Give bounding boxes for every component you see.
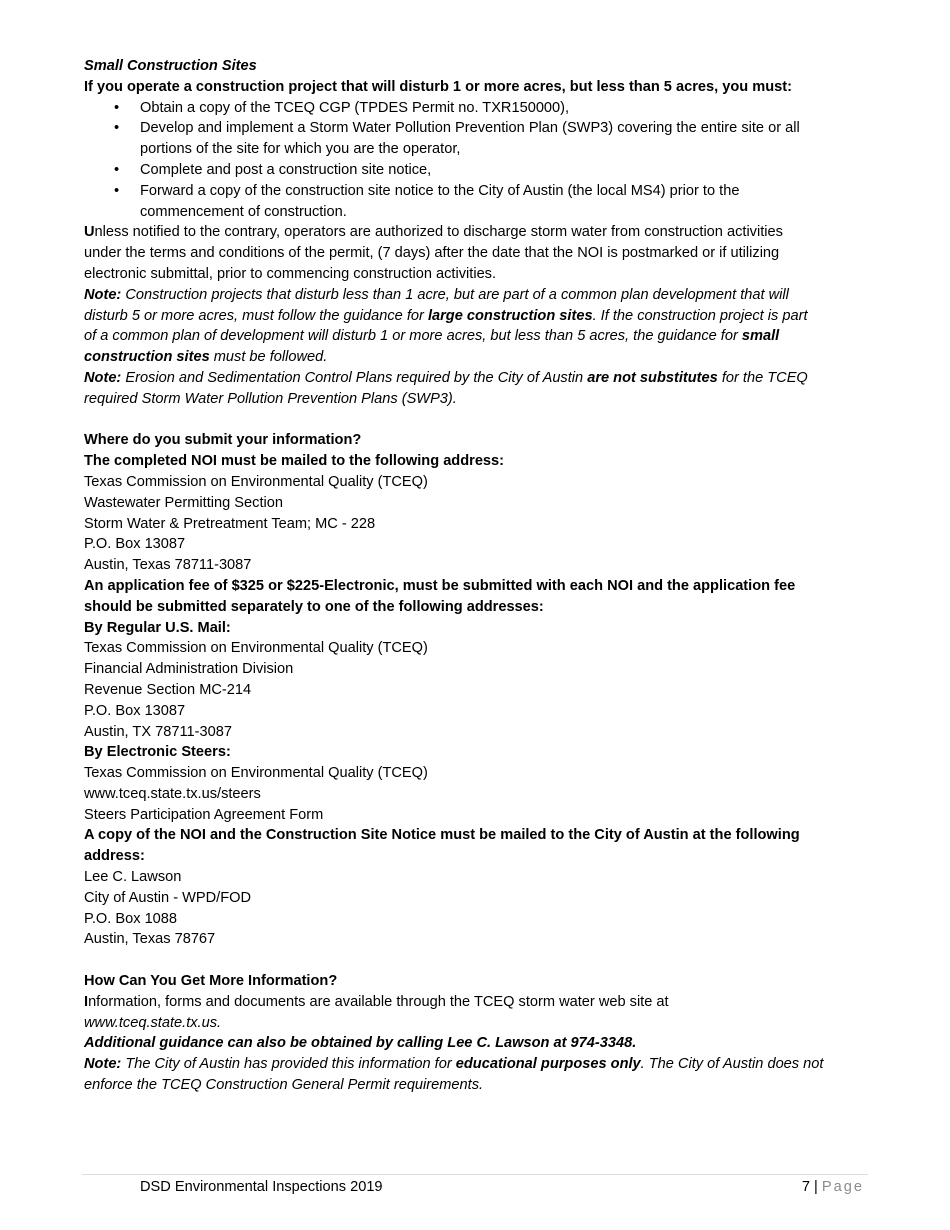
copy-notice-line-1: A copy of the NOI and the Construction Site Notice must be mailed to the City of Austin at the following bbox=[84, 827, 800, 844]
note2-line-2: required Storm Water Pollution Prevention Plans (SWP3). bbox=[84, 390, 457, 407]
small-sites-intro: If you operate a construction project that will disturb 1 or more acres, but less than 5 acres, you must: bbox=[84, 78, 792, 95]
drop-letter-i: I bbox=[84, 993, 89, 1010]
note-educational bbox=[84, 1054, 866, 1096]
page-indicator bbox=[802, 1179, 864, 1195]
bullet-icon: • bbox=[114, 99, 120, 116]
requirements-list bbox=[84, 98, 866, 223]
bullet-text: Obtain a copy of the TCEQ CGP (TPDES Permit no. TXR150000), bbox=[140, 99, 570, 116]
noi-mail-heading: The completed NOI must be mailed to the following address: bbox=[84, 453, 505, 470]
city-of-austin-address bbox=[84, 867, 866, 950]
tceq-website-link[interactable]: www.tceq.state.tx.us. bbox=[84, 1014, 222, 1031]
steers-line: Steers Participation Agreement Form bbox=[84, 806, 324, 823]
note2-line-1a: Erosion and Sedimentation Control Plans required by the City of Austin bbox=[121, 369, 588, 386]
note3-educational-only: educational purposes only bbox=[455, 1056, 641, 1073]
unless-line-1: nless notified to the contrary, operators are authorized to discharge storm water from construction activities bbox=[94, 224, 783, 241]
requirement-bullet bbox=[84, 118, 866, 160]
note1-line-3a: of a common plan of development will disturb 1 or more acres, but less than 5 acres, the guidance for bbox=[84, 328, 742, 345]
address-line: Revenue Section MC-214 bbox=[84, 681, 252, 698]
bullet-icon: • bbox=[114, 161, 120, 178]
page-footer bbox=[82, 1174, 868, 1195]
note-common-plan bbox=[84, 285, 866, 368]
note3-line-2: enforce the TCEQ Construction General Permit requirements. bbox=[84, 1077, 484, 1094]
additional-guidance: Additional guidance can also be obtained by calling Lee C. Lawson at 974-3348. bbox=[84, 1035, 637, 1052]
note3-line-1a: The City of Austin has provided this information for bbox=[121, 1056, 456, 1073]
note1-line-1: Construction projects that disturb less than 1 acre, but are part of a common plan development that will bbox=[121, 286, 789, 303]
copy-notice-line-2: address: bbox=[84, 848, 145, 865]
spacer bbox=[84, 950, 866, 971]
bullet-icon: • bbox=[114, 182, 120, 199]
note-erosion-plans bbox=[84, 368, 866, 410]
bullet-text: Complete and post a construction site notice, bbox=[140, 161, 432, 178]
address-line: Wastewater Permitting Section bbox=[84, 494, 283, 511]
info-line-1: nformation, forms and documents are available through the TCEQ storm water web site at bbox=[88, 993, 669, 1010]
drop-letter-u: U bbox=[84, 224, 95, 241]
page-separator: | bbox=[814, 1179, 818, 1195]
steers-line: www.tceq.state.tx.us/steers bbox=[84, 785, 261, 802]
section-heading-small-sites: Small Construction Sites bbox=[84, 58, 257, 74]
note2-not-substitutes: are not substitutes bbox=[587, 369, 718, 386]
address-line: P.O. Box 1088 bbox=[84, 910, 178, 927]
bullet-text: Forward a copy of the construction site notice to the City of Austin (the local MS4) prior to the bbox=[140, 182, 740, 199]
note3-line-1c: . The City of Austin does not bbox=[640, 1056, 824, 1073]
unless-paragraph bbox=[84, 222, 866, 284]
unless-line-3: electronic submittal, prior to commencing construction activities. bbox=[84, 265, 497, 282]
regular-mail-address bbox=[84, 638, 866, 742]
address-line: P.O. Box 13087 bbox=[84, 702, 186, 719]
fee-line-1: An application fee of $325 or $225-Electronic, must be submitted with each NOI and the application fee bbox=[84, 577, 796, 594]
note-label: Note: bbox=[84, 1056, 122, 1073]
section-heading-submit: Where do you submit your information? bbox=[84, 432, 362, 449]
address-line: Financial Administration Division bbox=[84, 661, 294, 678]
footer-title: DSD Environmental Inspections 2019 bbox=[140, 1179, 383, 1195]
note2-line-1c: for the TCEQ bbox=[717, 369, 808, 386]
unless-line-2: under the terms and conditions of the permit, (7 days) after the date that the NOI is postmarked or if utilizing bbox=[84, 245, 780, 262]
address-line: Texas Commission on Environmental Quality (TCEQ) bbox=[84, 640, 428, 657]
note1-line-4b: must be followed. bbox=[209, 349, 328, 366]
bullet-text: commencement of construction. bbox=[140, 203, 347, 220]
bullet-icon: • bbox=[114, 120, 120, 137]
fee-line-2: should be submitted separately to one of the following addresses: bbox=[84, 598, 544, 615]
bullet-text: Develop and implement a Storm Water Pollution Prevention Plan (SWP3) covering the entire site or all bbox=[140, 120, 800, 137]
note1-line-2a: disturb 5 or more acres, must follow the guidance for bbox=[84, 307, 428, 324]
document-body bbox=[84, 56, 866, 1096]
regular-mail-heading: By Regular U.S. Mail: bbox=[84, 619, 231, 636]
noi-mailing-address bbox=[84, 472, 866, 576]
address-line: Storm Water & Pretreatment Team; MC - 228 bbox=[84, 515, 376, 532]
requirement-bullet bbox=[84, 98, 866, 119]
requirement-bullet bbox=[84, 181, 866, 223]
note1-construction-sites: construction sites bbox=[84, 349, 210, 366]
address-line: Lee C. Lawson bbox=[84, 869, 182, 886]
note-label: Note: bbox=[84, 286, 122, 303]
address-line: Austin, Texas 78711-3087 bbox=[84, 557, 252, 574]
steers-line: Texas Commission on Environmental Quality (TCEQ) bbox=[84, 765, 428, 782]
section-heading-more-info: How Can You Get More Information? bbox=[84, 973, 338, 990]
address-line: Austin, Texas 78767 bbox=[84, 931, 216, 948]
address-line: P.O. Box 13087 bbox=[84, 536, 186, 553]
address-line: Texas Commission on Environmental Quality (TCEQ) bbox=[84, 473, 428, 490]
steers-heading: By Electronic Steers: bbox=[84, 744, 231, 761]
page-word: Page bbox=[821, 1179, 864, 1195]
note-label: Note: bbox=[84, 369, 122, 386]
note1-small: small bbox=[741, 328, 780, 345]
address-line: Austin, TX 78711-3087 bbox=[84, 723, 232, 740]
steers-info bbox=[84, 763, 866, 825]
note1-line-2c: . If the construction project is part bbox=[592, 307, 808, 324]
page-number: 7 bbox=[801, 1179, 810, 1195]
address-line: City of Austin - WPD/FOD bbox=[84, 889, 252, 906]
note1-large-sites: large construction sites bbox=[427, 307, 593, 324]
spacer bbox=[84, 410, 866, 431]
requirement-bullet bbox=[84, 160, 866, 181]
bullet-text: portions of the site for which you are the operator, bbox=[140, 141, 461, 158]
